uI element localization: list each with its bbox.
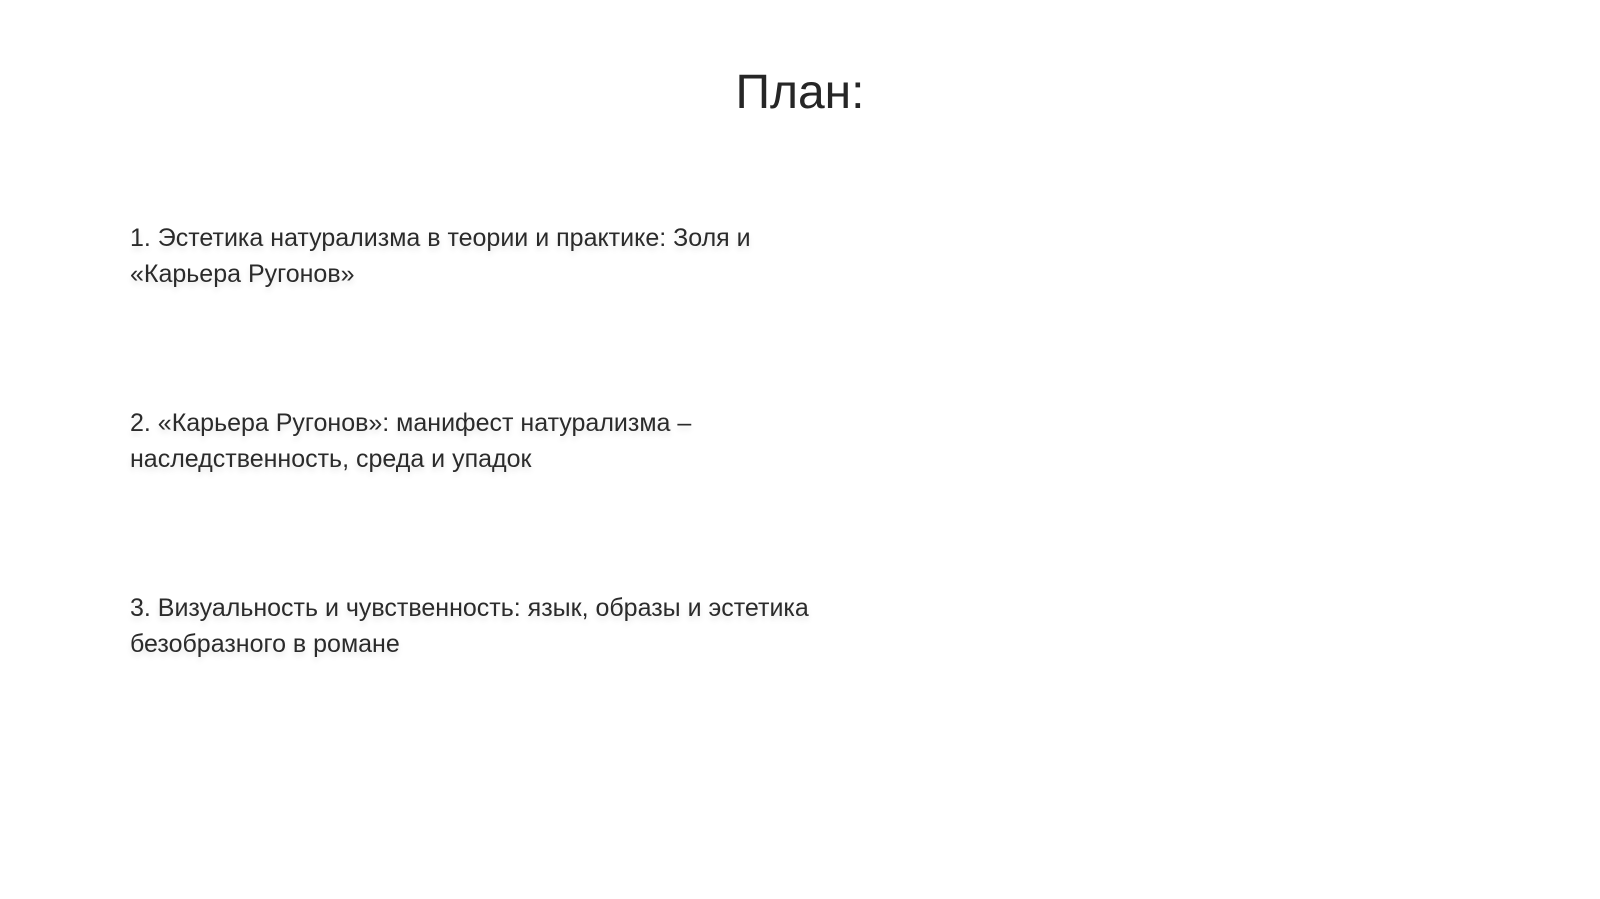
plan-item-1: 1. Эстетика натурализма в теории и практике: Золя и «Карьера Ругонов» — [130, 224, 751, 288]
plan-list — [130, 220, 830, 662]
plan-item-2: 2. «Карьера Ругонов»: манифест натурализма – наследственность, среда и упадок — [130, 409, 692, 473]
slide-title: План: — [735, 66, 865, 119]
plan-item-3: 3. Визуальность и чувственность: язык, образы и эстетика безобразного в романе — [130, 594, 809, 658]
